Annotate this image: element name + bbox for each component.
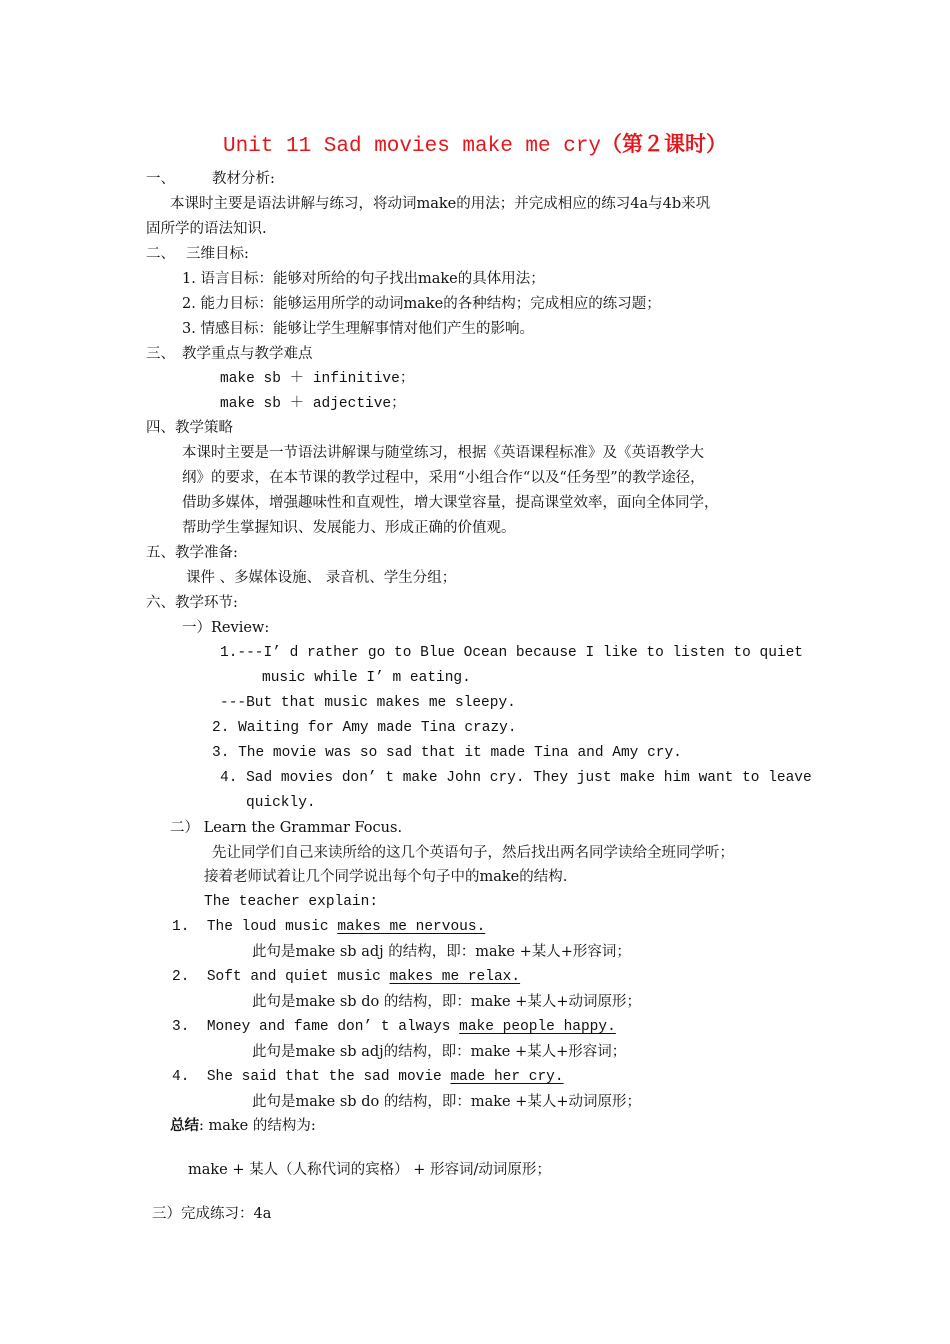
- review-heading: 一）Review:: [182, 620, 270, 636]
- review-line: 3. The movie was so sad that it made Tina and Amy cry.: [212, 745, 682, 761]
- review-line: ---But that music makes me sleepy.: [220, 695, 516, 711]
- preparation-body: 课件 、多媒体设施、 录音机、学生分组；: [186, 570, 457, 586]
- example-sentence: [172, 967, 520, 987]
- grammar-intro-line: 先让同学们自己来读所给的这几个英语句子，然后找出两名同学读给全班同学听；: [212, 845, 734, 861]
- example-underlined: makes me nervous.: [337, 919, 486, 935]
- section-4-heading: 四、教学策略: [146, 420, 233, 436]
- section-2-heading: 三维目标:: [186, 246, 249, 262]
- page-title: [0, 128, 950, 158]
- example-sentence: [172, 1017, 616, 1037]
- summary-formula: make + 某人（人称代词的宾格） + 形容词/动词原形；: [188, 1162, 551, 1178]
- example-number: 3.: [172, 1019, 190, 1035]
- example-text: Money and fame don’ t always: [206, 1019, 460, 1035]
- summary-label: 总结: [170, 1117, 199, 1134]
- review-line: 4. Sad movies don’ t make John cry. They just make him want to leave: [220, 770, 812, 786]
- section-6-heading: 六、教学环节:: [146, 595, 238, 611]
- practice-heading: 三）完成练习：4a: [152, 1206, 272, 1222]
- section-1-body-line: 固所学的语法知识.: [146, 221, 267, 237]
- example-text: The loud music: [206, 919, 338, 935]
- example-sentence: [172, 1067, 564, 1087]
- key-point-item: make sb ＋ infinitive；: [220, 371, 415, 387]
- example-number: 2.: [172, 969, 190, 985]
- example-underlined: makes me relax.: [389, 969, 521, 985]
- grammar-heading: 二） Learn the Grammar Focus.: [170, 820, 403, 836]
- example-number: 1.: [172, 919, 190, 935]
- summary-text: : make 的结构为:: [199, 1118, 316, 1134]
- strategy-body-line: 借助多媒体，增强趣味性和直观性，增大课堂容量，提高课堂效率，面向全体同学，: [182, 495, 719, 511]
- objective-item: 2. 能力目标：能够运用所学的动词make的各种结构；完成相应的练习题；: [182, 296, 661, 312]
- example-underlined: make people happy.: [459, 1019, 616, 1035]
- example-text: Soft and quiet music: [206, 969, 390, 985]
- strategy-body-line: 本课时主要是一节语法讲解课与随堂练习，根据《英语课程标准》及《英语教学大: [182, 445, 704, 461]
- example-underlined: made her cry.: [450, 1069, 564, 1085]
- example-text: She said that the sad movie: [206, 1069, 451, 1085]
- teacher-explain-label: The teacher explain:: [204, 894, 379, 910]
- review-line: music while I’ m eating.: [262, 670, 471, 686]
- strategy-body-line: 帮助学生掌握知识、发展能力、形成正确的价值观。: [182, 520, 516, 536]
- example-note: 此句是make sb do 的结构，即：make +某人+动词原形；: [252, 994, 641, 1010]
- section-2-number: 二、: [146, 246, 175, 262]
- review-line: 2. Waiting for Amy made Tina crazy.: [212, 720, 517, 736]
- objective-item: 1. 语言目标：能够对所给的句子找出make的具体用法；: [182, 271, 545, 287]
- strategy-body-line: 纲》的要求，在本节课的教学过程中，采用“小组合作“以及“任务型”的教学途径，: [182, 470, 705, 486]
- objective-item: 3. 情感目标：能够让学生理解事情对他们产生的影响。: [182, 321, 534, 337]
- review-line: quickly.: [246, 795, 316, 811]
- section-3-heading: 教学重点与教学难点: [182, 346, 313, 362]
- section-3-number: 三、: [146, 346, 175, 362]
- section-1-body-line: 本课时主要是语法讲解与练习，将动词make的用法；并完成相应的练习4a与4b来巩: [170, 196, 711, 212]
- title-english: Unit 11 Sad movies make me cry: [222, 135, 602, 158]
- section-1-number: 一、: [146, 171, 175, 187]
- example-note: 此句是make sb adj的结构，即：make +某人+形容词；: [252, 1044, 627, 1060]
- section-1-heading: 教材分析:: [212, 171, 275, 187]
- summary: [170, 1116, 316, 1136]
- example-sentence: [172, 917, 485, 937]
- review-line: 1.---I’ d rather go to Blue Ocean because I like to listen to quiet: [220, 645, 803, 661]
- example-note: 此句是make sb do 的结构，即：make +某人+动词原形；: [252, 1094, 641, 1110]
- example-note: 此句是make sb adj 的结构，即：make +某人+形容词；: [252, 944, 631, 960]
- section-5-heading: 五、教学准备:: [146, 545, 238, 561]
- key-point-item: make sb ＋ adjective；: [220, 396, 406, 412]
- example-number: 4.: [172, 1069, 190, 1085]
- grammar-intro-line: 接着老师试着让几个同学说出每个句子中的make的结构.: [204, 869, 568, 885]
- title-lesson: （第２课时）: [601, 131, 728, 156]
